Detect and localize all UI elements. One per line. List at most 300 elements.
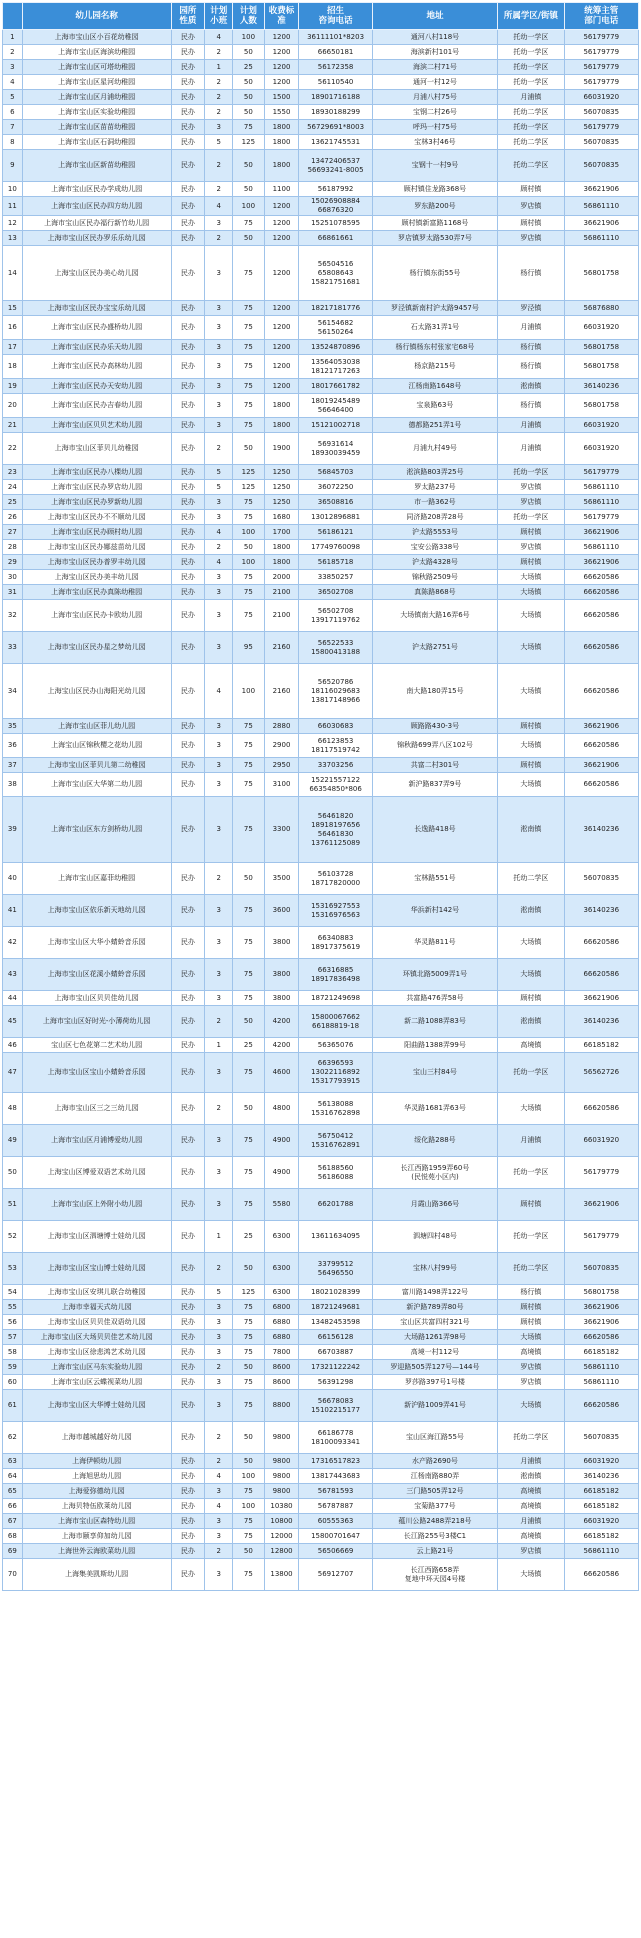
cell-fee: 1200 <box>264 340 299 355</box>
table-row <box>3 1157 639 1189</box>
cell-classes: 3 <box>205 895 233 927</box>
cell-district: 淞南镇 <box>498 797 564 863</box>
cell-authority-phone: 56801758 <box>564 394 638 418</box>
cell-authority-phone: 66031920 <box>564 418 638 433</box>
cell-district: 托幼一学区 <box>498 60 564 75</box>
cell-type: 民办 <box>171 301 205 316</box>
cell-district: 大场镇 <box>498 927 564 959</box>
cell-authority-phone: 66031920 <box>564 316 638 340</box>
cell-district: 托幼一学区 <box>498 75 564 90</box>
table-row <box>3 465 639 480</box>
cell-phone: 17749760098 <box>299 540 372 555</box>
cell-authority-phone: 56070835 <box>564 1422 638 1454</box>
cell-enrollment: 75 <box>233 418 264 433</box>
cell-authority-phone: 56070835 <box>564 1253 638 1285</box>
cell-phone: 56506669 <box>299 1544 372 1559</box>
table-row <box>3 1315 639 1330</box>
cell-type: 民办 <box>171 1360 205 1375</box>
cell-enrollment: 75 <box>233 394 264 418</box>
cell-index: 2 <box>3 45 23 60</box>
cell-name: 上海市宝山区贝贝佳双语幼儿园 <box>22 1315 171 1330</box>
table-row <box>3 1375 639 1390</box>
cell-district: 淞南镇 <box>498 1469 564 1484</box>
cell-phone: 66201788 <box>299 1189 372 1221</box>
cell-district: 杨行镇 <box>498 1285 564 1300</box>
cell-phone: 33799512 56496550 <box>299 1253 372 1285</box>
cell-address: 长江西路1959弄60号 (民悦苑小区内) <box>372 1157 498 1189</box>
cell-type: 民办 <box>171 797 205 863</box>
cell-index: 18 <box>3 355 23 379</box>
cell-classes: 3 <box>205 1315 233 1330</box>
cell-district: 月浦镇 <box>498 1454 564 1469</box>
cell-enrollment: 100 <box>233 525 264 540</box>
cell-enrollment: 75 <box>233 1529 264 1544</box>
cell-district: 罗店镇 <box>498 197 564 216</box>
cell-address: 沪太路4328号 <box>372 555 498 570</box>
cell-enrollment: 75 <box>233 895 264 927</box>
cell-name: 上海市宝山区新苗幼稚园 <box>22 150 171 182</box>
cell-name: 上海市宝山区东方剑桥幼儿园 <box>22 797 171 863</box>
cell-address: 德都路251弄1号 <box>372 418 498 433</box>
cell-phone: 18017661782 <box>299 379 372 394</box>
cell-name: 上海市宝山区民办不不顺幼儿园 <box>22 510 171 525</box>
cell-address: 通河一村12号 <box>372 75 498 90</box>
cell-district: 托幼二学区 <box>498 1422 564 1454</box>
cell-authority-phone: 66620586 <box>564 1390 638 1422</box>
cell-address: 罗店镇罗太路530弄7号 <box>372 231 498 246</box>
cell-fee: 1500 <box>264 90 299 105</box>
cell-authority-phone: 56179779 <box>564 1157 638 1189</box>
cell-classes: 3 <box>205 418 233 433</box>
cell-type: 民办 <box>171 60 205 75</box>
cell-phone: 56154682 56150264 <box>299 316 372 340</box>
cell-classes: 4 <box>205 1469 233 1484</box>
cell-address: 南大路180弄15号 <box>372 664 498 719</box>
cell-district: 高境镇 <box>498 1038 564 1053</box>
cell-name: 上海市宝山区民办顾村幼儿园 <box>22 525 171 540</box>
cell-type: 民办 <box>171 480 205 495</box>
cell-index: 4 <box>3 75 23 90</box>
cell-enrollment: 25 <box>233 1038 264 1053</box>
cell-classes: 1 <box>205 1221 233 1253</box>
cell-fee: 7800 <box>264 1345 299 1360</box>
cell-name: 上海宝山区民办山海阳光幼儿园 <box>22 664 171 719</box>
cell-index: 61 <box>3 1390 23 1422</box>
cell-phone: 56750412 15316762891 <box>299 1125 372 1157</box>
table-row <box>3 632 639 664</box>
cell-classes: 3 <box>205 1330 233 1345</box>
cell-phone: 56912707 <box>299 1559 372 1591</box>
cell-classes: 3 <box>205 991 233 1006</box>
cell-phone: 18930188299 <box>299 105 372 120</box>
cell-fee: 10800 <box>264 1514 299 1529</box>
cell-enrollment: 75 <box>233 1300 264 1315</box>
cell-fee: 1800 <box>264 135 299 150</box>
cell-name: 宝山区七色花第二艺术幼儿园 <box>22 1038 171 1053</box>
cell-phone: 60555363 <box>299 1514 372 1529</box>
table-row <box>3 216 639 231</box>
cell-type: 民办 <box>171 632 205 664</box>
cell-enrollment: 50 <box>233 863 264 895</box>
cell-authority-phone: 56179779 <box>564 1221 638 1253</box>
cell-name: 上海旭思幼儿园 <box>22 1469 171 1484</box>
cell-name: 上海市宝山区大华博士娃幼儿园 <box>22 1390 171 1422</box>
table-row <box>3 540 639 555</box>
cell-address: 同济路208弄28号 <box>372 510 498 525</box>
cell-type: 民办 <box>171 1375 205 1390</box>
cell-fee: 4900 <box>264 1125 299 1157</box>
table-row <box>3 379 639 394</box>
cell-type: 民办 <box>171 555 205 570</box>
cell-district: 顾村镇 <box>498 216 564 231</box>
cell-enrollment: 50 <box>233 1006 264 1038</box>
cell-authority-phone: 36621906 <box>564 1189 638 1221</box>
cell-authority-phone: 66185182 <box>564 1499 638 1514</box>
cell-address: 云上路21号 <box>372 1544 498 1559</box>
cell-type: 民办 <box>171 1125 205 1157</box>
cell-address: 顾村镇新富路1168号 <box>372 216 498 231</box>
cell-enrollment: 75 <box>233 719 264 734</box>
cell-enrollment: 75 <box>233 959 264 991</box>
cell-type: 民办 <box>171 1544 205 1559</box>
cell-authority-phone: 36621906 <box>564 216 638 231</box>
cell-district: 顾村镇 <box>498 758 564 773</box>
cell-address: 市一路362号 <box>372 495 498 510</box>
table-row <box>3 1125 639 1157</box>
cell-enrollment: 75 <box>233 1125 264 1157</box>
cell-address: 沪太路2751号 <box>372 632 498 664</box>
cell-name: 上海市宝山区上外附小幼儿园 <box>22 1189 171 1221</box>
cell-phone: 18721249698 <box>299 991 372 1006</box>
cell-index: 38 <box>3 773 23 797</box>
cell-address: 杨行镇杨东村张家宅68号 <box>372 340 498 355</box>
cell-index: 40 <box>3 863 23 895</box>
cell-enrollment: 75 <box>233 927 264 959</box>
table-row <box>3 525 639 540</box>
cell-district: 罗店镇 <box>498 1360 564 1375</box>
cell-name: 上海市宝山区民办福行新竹幼儿园 <box>22 216 171 231</box>
cell-type: 民办 <box>171 465 205 480</box>
cell-phone: 13621745531 <box>299 135 372 150</box>
cell-district: 杨行镇 <box>498 340 564 355</box>
cell-index: 8 <box>3 135 23 150</box>
cell-name: 上海市宝山区民办娜兹苗幼儿园 <box>22 540 171 555</box>
cell-index: 27 <box>3 525 23 540</box>
cell-fee: 3500 <box>264 863 299 895</box>
cell-classes: 3 <box>205 1189 233 1221</box>
cell-address: 绥化路288号 <box>372 1125 498 1157</box>
cell-enrollment: 50 <box>233 1544 264 1559</box>
cell-enrollment: 75 <box>233 120 264 135</box>
cell-address: 共富二村301号 <box>372 758 498 773</box>
cell-address: 宝钢二村26号 <box>372 105 498 120</box>
cell-authority-phone: 66620586 <box>564 570 638 585</box>
table-row <box>3 301 639 316</box>
cell-enrollment: 25 <box>233 60 264 75</box>
cell-address: 长江西路658弄 复地中环天园4号楼 <box>372 1559 498 1591</box>
cell-fee: 2900 <box>264 734 299 758</box>
cell-enrollment: 125 <box>233 135 264 150</box>
cell-enrollment: 75 <box>233 1053 264 1093</box>
cell-name: 上海贝特伍欧莱幼儿园 <box>22 1499 171 1514</box>
cell-classes: 3 <box>205 719 233 734</box>
cell-name: 上海市宝山区民办八棵幼儿园 <box>22 465 171 480</box>
cell-enrollment: 50 <box>233 540 264 555</box>
cell-phone: 66650181 <box>299 45 372 60</box>
cell-fee: 1800 <box>264 555 299 570</box>
cell-phone: 56461820 18918197656 56461830 13761125089 <box>299 797 372 863</box>
cell-fee: 9800 <box>264 1422 299 1454</box>
table-row <box>3 135 639 150</box>
cell-phone: 13524870896 <box>299 340 372 355</box>
cell-classes: 3 <box>205 632 233 664</box>
cell-name: 上海市宝山区民办高林幼儿园 <box>22 355 171 379</box>
cell-name: 上海市颐享仰加幼儿园 <box>22 1529 171 1544</box>
table-row <box>3 316 639 340</box>
cell-phone: 56520786 18116029683 13817148966 <box>299 664 372 719</box>
cell-authority-phone: 66031920 <box>564 1454 638 1469</box>
cell-district: 淞南镇 <box>498 895 564 927</box>
table-row <box>3 773 639 797</box>
cell-authority-phone: 36140236 <box>564 797 638 863</box>
cell-enrollment: 75 <box>233 495 264 510</box>
cell-phone: 66340883 18917375619 <box>299 927 372 959</box>
cell-name: 上海市宝山区民办宝宝乐幼儿园 <box>22 301 171 316</box>
table-row <box>3 394 639 418</box>
cell-type: 民办 <box>171 433 205 465</box>
cell-name: 上海市宝山区贝贝艺术幼儿园 <box>22 418 171 433</box>
cell-enrollment: 75 <box>233 510 264 525</box>
table-row <box>3 1285 639 1300</box>
cell-address: 水产路2690号 <box>372 1454 498 1469</box>
cell-fee: 3100 <box>264 773 299 797</box>
cell-classes: 4 <box>205 30 233 45</box>
cell-enrollment: 75 <box>233 1157 264 1189</box>
cell-address: 宝菊路377号 <box>372 1499 498 1514</box>
cell-index: 5 <box>3 90 23 105</box>
cell-fee: 1800 <box>264 394 299 418</box>
cell-district: 顾村镇 <box>498 555 564 570</box>
cell-name: 上海市宝山区民办罗乐乐幼儿园 <box>22 231 171 246</box>
cell-address: 通河八村118号 <box>372 30 498 45</box>
cell-index: 35 <box>3 719 23 734</box>
cell-type: 民办 <box>171 600 205 632</box>
cell-district: 高境镇 <box>498 1499 564 1514</box>
cell-enrollment: 50 <box>233 105 264 120</box>
cell-enrollment: 75 <box>233 355 264 379</box>
cell-index: 62 <box>3 1422 23 1454</box>
cell-phone: 56188560 56186088 <box>299 1157 372 1189</box>
cell-enrollment: 75 <box>233 379 264 394</box>
cell-authority-phone: 36140236 <box>564 1006 638 1038</box>
cell-address: 宝山区共富四村321号 <box>372 1315 498 1330</box>
cell-phone: 66123853 18117519742 <box>299 734 372 758</box>
cell-authority-phone: 66620586 <box>564 585 638 600</box>
cell-fee: 6300 <box>264 1253 299 1285</box>
cell-authority-phone: 56801758 <box>564 1285 638 1300</box>
cell-classes: 3 <box>205 1390 233 1422</box>
cell-district: 月浦镇 <box>498 1125 564 1157</box>
cell-fee: 1800 <box>264 120 299 135</box>
cell-address: 海滨新村101号 <box>372 45 498 60</box>
cell-district: 大场镇 <box>498 1093 564 1125</box>
cell-name: 上海市宝山区民办乐天幼儿园 <box>22 340 171 355</box>
cell-type: 民办 <box>171 1006 205 1038</box>
cell-index: 26 <box>3 510 23 525</box>
cell-classes: 3 <box>205 1300 233 1315</box>
cell-address: 华灵路811号 <box>372 927 498 959</box>
cell-authority-phone: 66031920 <box>564 90 638 105</box>
cell-authority-phone: 36621906 <box>564 525 638 540</box>
cell-authority-phone: 66620586 <box>564 632 638 664</box>
cell-enrollment: 50 <box>233 1454 264 1469</box>
cell-fee: 1250 <box>264 495 299 510</box>
cell-index: 21 <box>3 418 23 433</box>
cell-fee: 2000 <box>264 570 299 585</box>
cell-name: 上海市宝山区依乐新天地幼儿园 <box>22 895 171 927</box>
cell-phone: 56729691*8003 <box>299 120 372 135</box>
cell-phone: 13817443683 <box>299 1469 372 1484</box>
cell-index: 65 <box>3 1484 23 1499</box>
cell-authority-phone: 66620586 <box>564 1330 638 1345</box>
cell-enrollment: 50 <box>233 1253 264 1285</box>
cell-name: 上海市宝山区菲贝儿第二幼稚园 <box>22 758 171 773</box>
cell-enrollment: 75 <box>233 246 264 301</box>
table-row <box>3 1221 639 1253</box>
table-row <box>3 734 639 758</box>
cell-index: 54 <box>3 1285 23 1300</box>
cell-classes: 2 <box>205 433 233 465</box>
cell-classes: 2 <box>205 1360 233 1375</box>
cell-classes: 2 <box>205 90 233 105</box>
cell-type: 民办 <box>171 418 205 433</box>
cell-authority-phone: 56179779 <box>564 510 638 525</box>
cell-enrollment: 75 <box>233 1375 264 1390</box>
cell-index: 47 <box>3 1053 23 1093</box>
cell-type: 民办 <box>171 664 205 719</box>
cell-phone: 56365076 <box>299 1038 372 1053</box>
cell-enrollment: 75 <box>233 340 264 355</box>
cell-type: 民办 <box>171 1529 205 1544</box>
cell-fee: 3800 <box>264 927 299 959</box>
cell-district: 大场镇 <box>498 632 564 664</box>
cell-authority-phone: 66620586 <box>564 600 638 632</box>
cell-address: 阳曲路1388弄99号 <box>372 1038 498 1053</box>
cell-district: 托幼二学区 <box>498 105 564 120</box>
cell-fee: 13800 <box>264 1559 299 1591</box>
table-row <box>3 1053 639 1093</box>
cell-name: 上海市宝山区小百花幼稚园 <box>22 30 171 45</box>
cell-district: 罗店镇 <box>498 1544 564 1559</box>
cell-phone: 36508816 <box>299 495 372 510</box>
cell-type: 民办 <box>171 1514 205 1529</box>
cell-authority-phone: 56861110 <box>564 480 638 495</box>
cell-enrollment: 75 <box>233 1330 264 1345</box>
cell-phone: 15026908884 66876320 <box>299 197 372 216</box>
cell-authority-phone: 66620586 <box>564 1559 638 1591</box>
cell-address: 罗迎路505弄127号—144号 <box>372 1360 498 1375</box>
cell-type: 民办 <box>171 1422 205 1454</box>
cell-type: 民办 <box>171 1038 205 1053</box>
cell-authority-phone: 66620586 <box>564 773 638 797</box>
cell-authority-phone: 56861110 <box>564 231 638 246</box>
cell-district: 大场镇 <box>498 1559 564 1591</box>
cell-address: 罗泾镇新南村沪太路9457号 <box>372 301 498 316</box>
cell-address: 锦秋路2509号 <box>372 570 498 585</box>
table-row <box>3 570 639 585</box>
cell-enrollment: 25 <box>233 1221 264 1253</box>
cell-authority-phone: 66620586 <box>564 959 638 991</box>
cell-index: 30 <box>3 570 23 585</box>
cell-index: 1 <box>3 30 23 45</box>
cell-district: 托幼一学区 <box>498 1157 564 1189</box>
cell-type: 民办 <box>171 135 205 150</box>
header-fee-standard: 收费标 准 <box>264 3 299 30</box>
cell-fee: 3600 <box>264 895 299 927</box>
cell-name: 上海市宝山区三之三幼儿园 <box>22 1093 171 1125</box>
cell-phone: 33703256 <box>299 758 372 773</box>
cell-district: 高境镇 <box>498 1529 564 1544</box>
cell-address: 新沪路837弄9号 <box>372 773 498 797</box>
cell-type: 民办 <box>171 1345 205 1360</box>
cell-classes: 3 <box>205 1514 233 1529</box>
table-row <box>3 1390 639 1422</box>
cell-district: 托幼二学区 <box>498 863 564 895</box>
cell-fee: 4800 <box>264 1093 299 1125</box>
cell-phone: 56172358 <box>299 60 372 75</box>
cell-authority-phone: 66185182 <box>564 1038 638 1053</box>
cell-district: 大场镇 <box>498 1330 564 1345</box>
cell-index: 10 <box>3 182 23 197</box>
cell-phone: 13012896881 <box>299 510 372 525</box>
cell-phone: 15221557122 66354850*806 <box>299 773 372 797</box>
cell-name: 上海市宝山区大场贝贝佳艺术幼儿园 <box>22 1330 171 1345</box>
cell-enrollment: 75 <box>233 1559 264 1591</box>
table-row <box>3 418 639 433</box>
table-row <box>3 1529 639 1544</box>
cell-index: 43 <box>3 959 23 991</box>
table-header-row <box>3 3 639 30</box>
cell-fee: 12000 <box>264 1529 299 1544</box>
cell-authority-phone: 56070835 <box>564 150 638 182</box>
cell-enrollment: 75 <box>233 1390 264 1422</box>
cell-type: 民办 <box>171 231 205 246</box>
table-row <box>3 1469 639 1484</box>
cell-type: 民办 <box>171 45 205 60</box>
cell-classes: 4 <box>205 197 233 216</box>
cell-address: 真陈路868号 <box>372 585 498 600</box>
cell-index: 12 <box>3 216 23 231</box>
cell-fee: 6300 <box>264 1221 299 1253</box>
cell-district: 托幼二学区 <box>498 135 564 150</box>
cell-name: 上海市宝山区安琪儿联合幼稚园 <box>22 1285 171 1300</box>
cell-authority-phone: 36621906 <box>564 719 638 734</box>
cell-district: 顾村镇 <box>498 1189 564 1221</box>
cell-phone: 15316927553 15316976563 <box>299 895 372 927</box>
cell-fee: 2880 <box>264 719 299 734</box>
cell-type: 民办 <box>171 863 205 895</box>
cell-enrollment: 100 <box>233 1469 264 1484</box>
cell-fee: 1100 <box>264 182 299 197</box>
cell-authority-phone: 56861110 <box>564 1375 638 1390</box>
cell-classes: 3 <box>205 1559 233 1591</box>
kindergarten-table <box>2 2 639 1591</box>
cell-type: 民办 <box>171 510 205 525</box>
cell-classes: 3 <box>205 959 233 991</box>
cell-name: 上海市宝山区森特幼儿园 <box>22 1514 171 1529</box>
cell-index: 22 <box>3 433 23 465</box>
cell-address: 蕴川公路2488弄218号 <box>372 1514 498 1529</box>
